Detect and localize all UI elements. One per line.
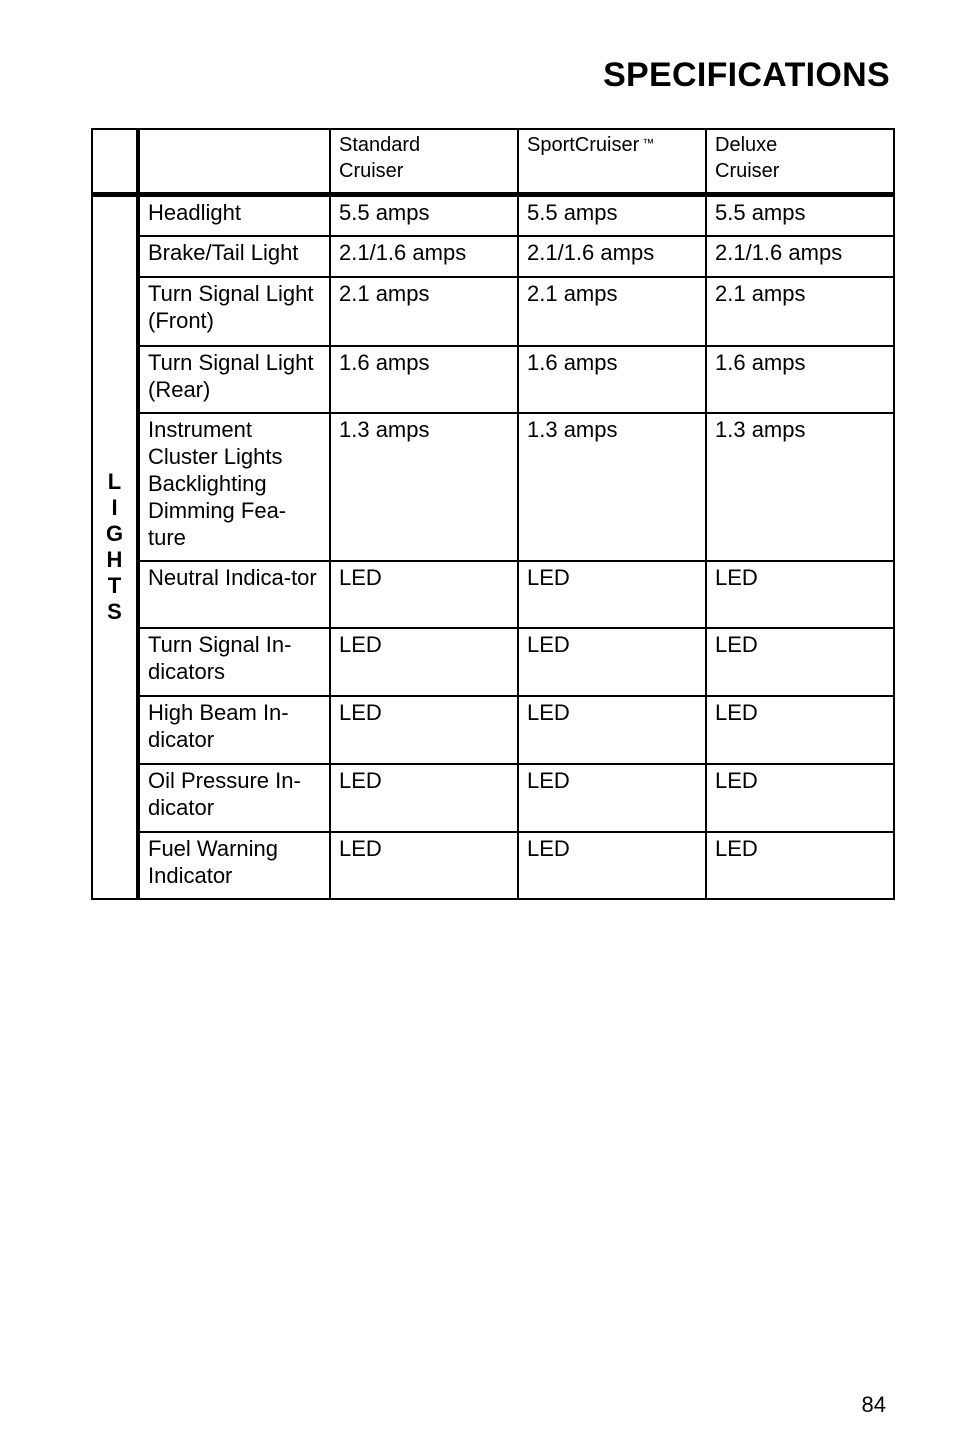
side-label-letter: I [111,495,118,521]
spec-value-cell: LED [518,561,706,628]
table-row [92,764,894,832]
row-item-label: Oil Pressure In-dicator [138,764,330,832]
column-header-deluxe-cruiser [706,129,894,195]
spec-value-cell: 1.3 amps [330,413,518,561]
table-row [92,195,894,236]
spec-value-cell: LED [706,764,894,832]
side-label-letter: L [107,469,122,495]
spec-value-cell: LED [330,628,518,696]
spec-value-cell: 1.6 amps [706,346,894,413]
row-item-label: High Beam In-dicator [138,696,330,764]
spec-value-cell: LED [706,696,894,764]
spec-value-cell: 2.1 amps [706,277,894,346]
spec-value-cell: LED [330,561,518,628]
row-item-label: Turn Signal Light (Front) [138,277,330,346]
spec-value-cell: 2.1/1.6 amps [706,236,894,277]
column-header-line: Cruiser [339,160,404,182]
spec-value-cell: LED [518,832,706,899]
trademark-symbol: ™ [642,136,655,150]
spec-value-cell: LED [518,628,706,696]
table-row [92,561,894,628]
spec-value-cell: 5.5 amps [706,195,894,236]
page-number: 84 [861,1392,886,1417]
row-item-label: Brake/Tail Light [138,236,330,277]
spec-value-cell: 5.5 amps [518,195,706,236]
spec-value-cell: 1.6 amps [518,346,706,413]
row-item-label: Neutral Indica-tor [138,561,330,628]
side-label-letter: S [107,599,122,625]
column-header-sportcruiser [518,129,706,195]
spec-value-cell: LED [518,764,706,832]
table-header-row [92,129,894,195]
spec-value-cell: 1.3 amps [518,413,706,561]
spec-value-cell: LED [706,628,894,696]
spec-value-cell: LED [330,764,518,832]
column-header-line: Cruiser [715,160,780,182]
row-item-label: Turn Signal In-dicators [138,628,330,696]
column-header-line: Standard [339,134,421,156]
table-row [92,277,894,346]
header-blank-item [138,129,330,195]
spec-value-cell: 1.6 amps [330,346,518,413]
table-row [92,346,894,413]
spec-value-cell: 1.3 amps [706,413,894,561]
header-blank-side [92,129,138,195]
column-header-standard-cruiser [330,129,518,195]
column-header-line: Deluxe [715,134,778,156]
spec-value-cell: 2.1/1.6 amps [518,236,706,277]
spec-value-cell: 5.5 amps [330,195,518,236]
spec-value-cell: LED [706,832,894,899]
table-row [92,413,894,561]
table-row [92,696,894,764]
side-label-letter: H [106,547,123,573]
spec-value-cell: LED [706,561,894,628]
spec-value-cell: 2.1/1.6 amps [330,236,518,277]
lights-side-label [92,195,138,899]
spec-value-cell: LED [330,832,518,899]
spec-value-cell: 2.1 amps [330,277,518,346]
table-row [92,236,894,277]
row-item-label: Instrument Cluster Lights Backlighting Dimming Fea-ture [138,413,330,561]
spec-value-cell: LED [518,696,706,764]
row-item-label: Headlight [138,195,330,236]
spec-value-cell: LED [330,696,518,764]
spec-value-cell: 2.1 amps [518,277,706,346]
table-row [92,628,894,696]
side-label-letter: G [105,521,124,547]
page-title: SPECIFICATIONS [603,56,890,94]
column-header-line: SportCruiser [527,134,640,156]
row-item-label: Turn Signal Light (Rear) [138,346,330,413]
lights-spec-table [91,128,895,900]
row-item-label: Fuel Warning Indicator [138,832,330,899]
side-label-letter: T [107,573,122,599]
table-row [92,832,894,899]
